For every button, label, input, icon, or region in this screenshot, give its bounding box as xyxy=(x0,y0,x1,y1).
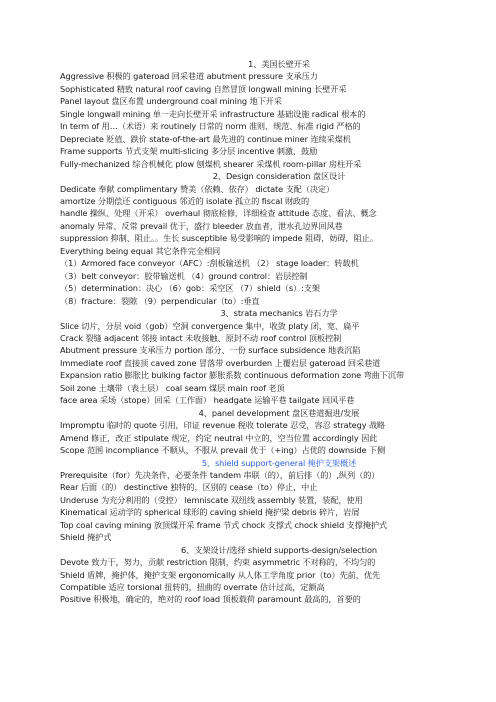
text-line: Crack 裂缝 adjacent 邻接 intact 未收接触、原封不动 roof control 顶板控制 xyxy=(60,332,342,343)
text-line: Dedicate 奉献 complimentary 赞美（依赖、依存） dictate 支配（决定） xyxy=(60,183,335,194)
text-line: Sophisticated 精致 natural roof caving 自然冒顶 longwall mining 长壁开采 xyxy=(60,83,347,94)
text-line: Rear 后面（的） destinctive 独特的，区别的 cease（to）停止，中止 xyxy=(60,482,318,493)
text-line: Top coal caving mining 放顶煤开采 frame 节式 chock 支撑式 chock shield 支撑掩护式 xyxy=(60,519,387,530)
text-line: Soil zone 土壤带（表土层） coal seam 煤层 main roof 老顶 xyxy=(60,382,285,393)
text-line: Slice 切片，分层 void（gob）空洞 convergence 集中，收敛 platy 闭，宽、扁平 xyxy=(60,320,360,331)
section-heading: 1、美国长壁开采 xyxy=(248,59,310,69)
text-line: Kinematical 运动学的 spherical 球形的 caving shield 掩护梁 debris 碎片，岩屑 xyxy=(60,507,360,518)
text-line: Shield 掩护式 xyxy=(60,532,112,543)
text-line: （3）belt conveyor：胶带输送机 （4）ground control：岩层控制 xyxy=(60,270,308,281)
text-line: Impromptu 临时的 quote 引用，印证 revenue 税收 tolerate 忍受，容忍 strategy 战略 xyxy=(60,420,386,431)
section-heading: 2、Design consideration 盘区设计 xyxy=(212,171,346,182)
text-line: Positive 积极地，确定的，绝对的 roof load 顶板载荷 paramount 最高的，首要的 xyxy=(60,594,361,605)
text-line: suppression 抑制、阻止。。生长 susceptible 易受影响的 impede 阻碍，妨碍，阻止。 xyxy=(60,233,378,244)
text-line: Frame supports 节式支架 multi-slicing 多分层 incentive 刺激，鼓励 xyxy=(60,146,318,157)
text-line: Underuse 为充分利用的（受控） lemniscate 双纽线 assembly 装置，装配，使用 xyxy=(60,494,363,505)
text-line: Amend 修正，改正 stipulate 规定，约定 neutral 中立的，空当位置 accordingly 因此 xyxy=(60,432,378,443)
text-line: Everything being equal 其它条件完全相同 xyxy=(60,245,221,256)
text-line: amortize 分期偿还 contiguous 邻近的 isolate 孤立的 fiscal 财政的 xyxy=(60,195,310,206)
text-line: Panel layout 盘区布置 underground coal mining 地下开采 xyxy=(60,96,282,107)
text-line: In term of 用…（术语）来 routinely 日常的 norm 准则、规范、标准 rigid 严格的 xyxy=(60,121,361,132)
section-heading: 4、panel development 盘区巷道掘进/发展 xyxy=(198,407,360,418)
text-line: Shield 盾牌，掩护体，掩护支架 ergonomically 从人体工学角度 prior（to）先前，优先 xyxy=(60,569,381,580)
text-line: Fully-mechanized 综合机械化 plow 刨煤机 shearer 采煤机 room-pillar 房柱开采 xyxy=(60,158,362,169)
text-line: （5）determination：决心 （6）gob：采空区 （7）shield（s）:支架 xyxy=(60,283,320,294)
section-heading: 6、支架设计/选择 shield supports-design/selection xyxy=(181,544,377,555)
text-line: handle 操纵、处理（开采） overhaul 彻底检修，详细检查 attitude 态度、看法、概念 xyxy=(60,208,377,219)
text-line: Aggressive 积极的 gateroad 回采巷道 abutment pressure 支承压力 xyxy=(60,71,318,82)
text-line: face area 采场（stope）回采（工作面） headgate 运输平巷 tailgate 回风平巷 xyxy=(60,395,355,406)
text-line: Expansion ratio 膨胀比 bulking factor 膨胀系数 continuous deformation zone 弯曲下沉带 xyxy=(60,370,405,381)
section-heading: 3、strata mechanics 岩石力学 xyxy=(220,308,338,319)
text-line: （8）fracture：裂隙 （9）perpendicular（to）:垂直 xyxy=(60,295,260,306)
text-line: Devote 致力于，努力，贡献 restriction 限制，约束 asymmetric 不对称的，不均匀的 xyxy=(60,557,376,568)
text-line: anomaly 异常、反常 prevail 优于，盛行 bleeder 放血者，泄水孔边界回风巷 xyxy=(60,220,343,231)
text-line: Abutment pressure 支承压力 portion 部分、一份 surface subsidence 地表沉陷 xyxy=(60,345,361,356)
text-line: Depreciate 贬值、跌价 state-of-the-art 最先进的 continue miner 连续采煤机 xyxy=(60,133,351,144)
text-line: Scope 范围 incompliance 不顺从，不服从 prevail 优于（+ing）占优的 downside 下侧 xyxy=(60,445,386,456)
section-heading: 5、shield support-general 掩护支架概述 xyxy=(201,457,357,468)
text-line: Prerequisite（for）先决条件，必要条件 tandem 串联（的），前后排（的）,纵列（的） xyxy=(60,469,380,480)
text-line: Single longwall mining 单一走向长壁开采 infrastructure 基础设施 radical 根本的 xyxy=(60,108,366,119)
text-line: Immediate roof 直接顶 caved zone 冒落带 overburden 上覆岩层 gateroad 回采巷道 xyxy=(60,357,381,368)
text-line: Compatible 适应 torsional 扭转的，扭曲的 overrate 估计过高，定额高 xyxy=(60,582,325,593)
text-line: （1）Armored face conveyor（AFC）:刮板输送机 （2） stage loader：转载机 xyxy=(60,258,359,269)
document-body xyxy=(60,58,480,606)
